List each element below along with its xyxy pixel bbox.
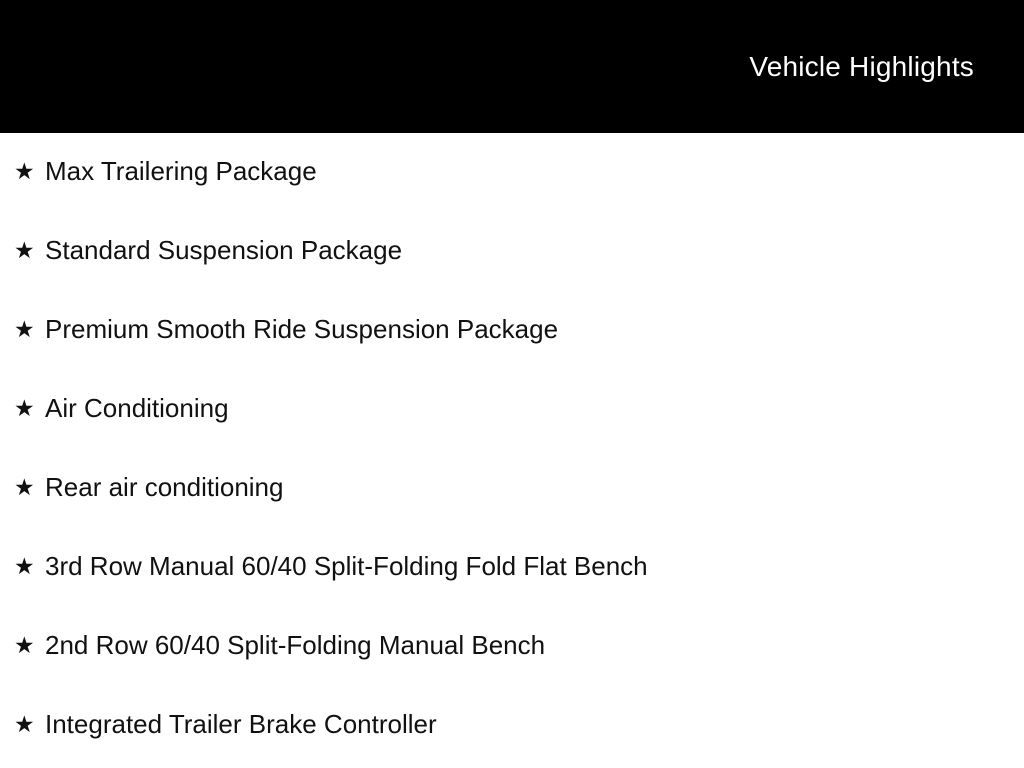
star-icon: ★ bbox=[14, 632, 35, 658]
star-icon: ★ bbox=[14, 316, 35, 342]
list-item bbox=[12, 235, 1004, 265]
star-icon: ★ bbox=[14, 237, 35, 263]
highlight-label: 2nd Row 60/40 Split-Folding Manual Bench bbox=[45, 630, 546, 660]
highlight-label: Rear air conditioning bbox=[45, 472, 284, 502]
header-bar bbox=[0, 0, 1024, 133]
highlight-label: Air Conditioning bbox=[45, 393, 229, 423]
highlight-label: Premium Smooth Ride Suspension Package bbox=[45, 314, 559, 344]
highlights-list bbox=[0, 133, 1024, 739]
page-title: Vehicle Highlights bbox=[749, 50, 974, 82]
list-item bbox=[12, 630, 1004, 660]
star-icon: ★ bbox=[14, 158, 35, 184]
star-icon: ★ bbox=[14, 474, 35, 500]
highlight-label: Integrated Trailer Brake Controller bbox=[45, 709, 437, 739]
highlight-label: Max Trailering Package bbox=[45, 156, 317, 186]
list-item bbox=[12, 551, 1004, 581]
list-item bbox=[12, 156, 1004, 186]
list-item bbox=[12, 709, 1004, 739]
highlight-label: 3rd Row Manual 60/40 Split-Folding Fold Flat Bench bbox=[45, 551, 648, 581]
star-icon: ★ bbox=[14, 711, 35, 737]
star-icon: ★ bbox=[14, 395, 35, 421]
star-icon: ★ bbox=[14, 553, 35, 579]
list-item bbox=[12, 314, 1004, 344]
highlight-label: Standard Suspension Package bbox=[45, 235, 403, 265]
list-item bbox=[12, 393, 1004, 423]
list-item bbox=[12, 472, 1004, 502]
